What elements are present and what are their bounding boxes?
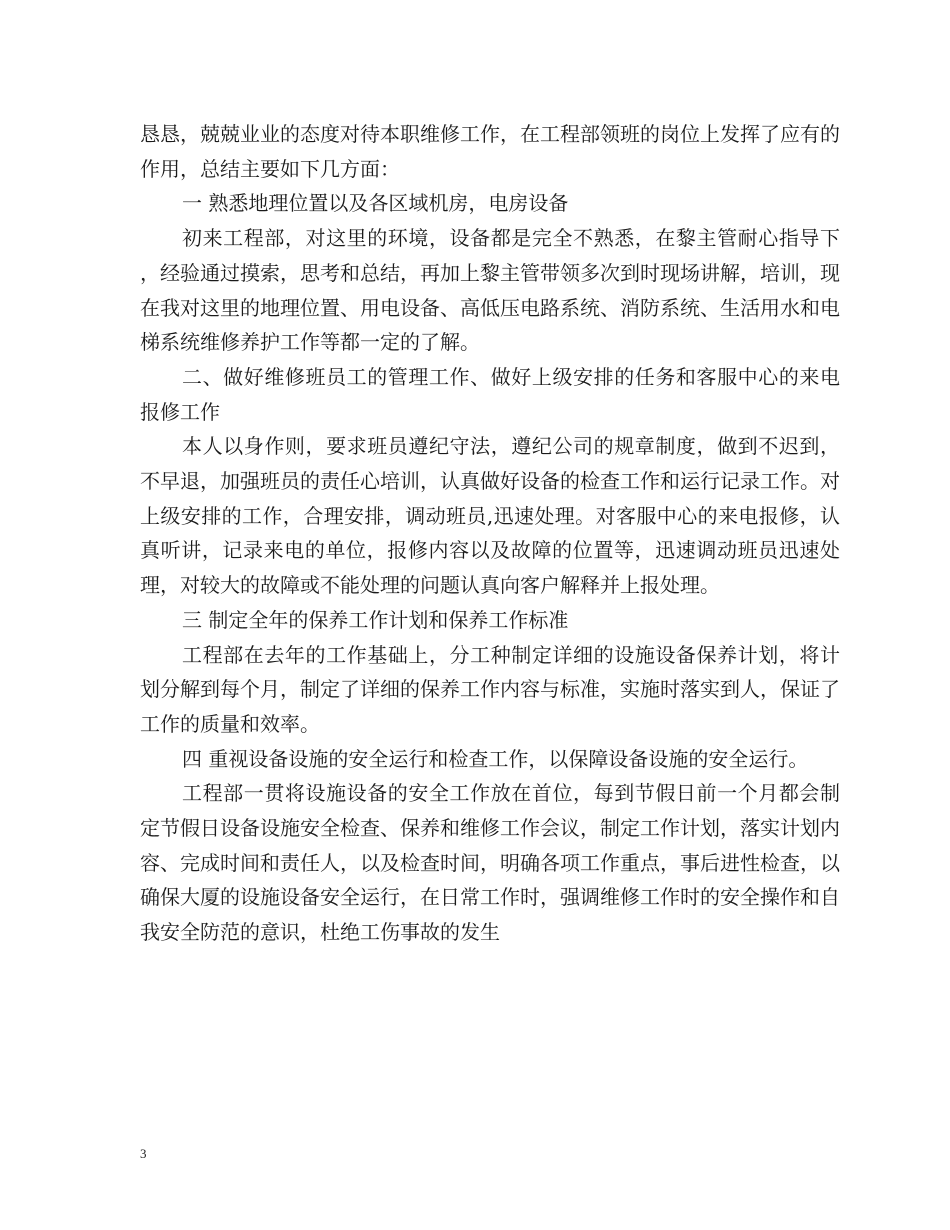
document-body [140, 117, 840, 950]
section-heading-4: 四 重视设备设施的安全运行和检查工作，以保障设备设施的安全运行。 [182, 746, 809, 771]
paragraph-section-4: 工程部一贯将设施设备的安全工作放在首位，每到节假日前一个月都会制定节假日设备设施安全检查、保养和维修工作会议，制定工作计划，落实计划内容、完成时间和责任人，以及检查时间，明确各项工作重点，事后进性检查，以确保大厦的设施设备安全运行，在日常工作时，强调维修工作时的安全操作和自我安全防范的意识，杜绝工伤事故的发生 [140, 781, 840, 945]
section-heading-3: 三 制定全年的保养工作计划和保养工作标准 [182, 607, 569, 632]
paragraph-section-1: 初来工程部，对这里的环境，设备都是完全不熟悉，在黎主管耐心指导下 ，经验通过摸索，思考和总结，再加上黎主管带领多次到时现场讲解，培训，现在我对这里的地理位置、用电设备、高低压电路系统、消防系统、生活用水和电梯系统维修养护工作等都一定的了解。 [140, 226, 840, 355]
section-heading-1: 一 熟悉地理位置以及各区域机房，电房设备 [182, 191, 569, 216]
paragraph-section-3: 工程部在去年的工作基础上，分工种制定详细的设施设备保养计划，将计划分解到每个月，制定了详细的保养工作内容与标准，实施时落实到人，保证了工作的质量和效率。 [140, 642, 840, 736]
section-heading-2: 二、做好维修班员工的管理工作、做好上级安排的任务和客服中心的来电报修工作 [140, 364, 840, 424]
page-number: 3 [140, 1146, 147, 1161]
paragraph-section-2: 本人以身作则，要求班员遵纪守法，遵纪公司的规章制度，做到不迟到，不早退，加强班员的责任心培训，认真做好设备的检查工作和运行记录工作。对上级安排的工作，合理安排，调动班员,迅速处理。对客服中心的来电报修，认真听讲，记录来电的单位，报修内容以及故障的位置等，迅速调动班员迅速处理，对较大的故障或不能处理的问题认真向客户解释并上报处理。 [140, 434, 840, 598]
paragraph-continuation: 恳恳，兢兢业业的态度对待本职维修工作，在工程部领班的岗位上发挥了应有的作用，总结主要如下几方面： [140, 122, 840, 181]
